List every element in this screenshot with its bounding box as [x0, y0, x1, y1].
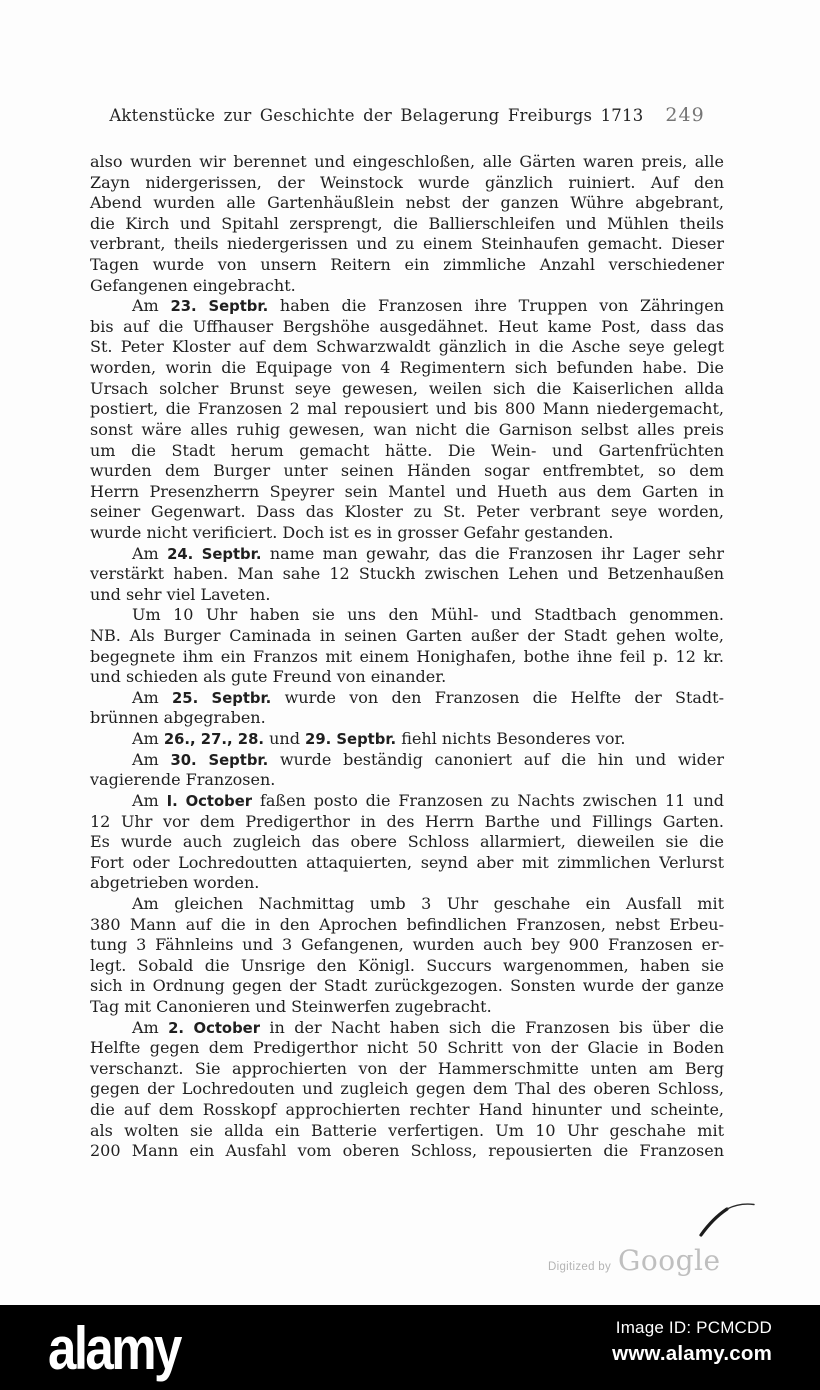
text-line — [90, 276, 724, 297]
text-line — [90, 317, 724, 338]
text-line — [90, 358, 724, 379]
google-logo: Google — [618, 1244, 721, 1277]
alamy-url: www.alamy.com — [612, 1342, 772, 1365]
text-run: Am — [132, 790, 167, 810]
text-run: Am — [132, 749, 171, 769]
text-line — [90, 482, 724, 503]
text-line — [90, 873, 724, 894]
text-run: Am — [132, 543, 168, 563]
text-run: Am — [132, 1017, 169, 1037]
text-line — [90, 214, 724, 235]
text-run: abgetrieben worden. — [90, 873, 260, 893]
date-emphasis: 26., 27., 28. — [163, 731, 264, 749]
text-run: als wolten sie allda ein Batterie verfertigen. Um 10 Uhr geschahe mit — [90, 1120, 724, 1140]
text-block — [90, 152, 724, 1162]
date-emphasis: 30. Septbr. — [170, 751, 269, 769]
text-line — [90, 976, 724, 997]
text-run: tung 3 Fähnleins und 3 Gefangenen, wurden auch bey 900 Franzosen er- — [90, 935, 724, 955]
page-number: 249 — [665, 104, 705, 126]
text-line — [90, 770, 724, 791]
date-emphasis: I. October — [166, 792, 253, 810]
text-run: vagierende Franzosen. — [90, 770, 276, 790]
text-run: verstärkt haben. Man sahe 12 Stuckh zwischen Lehen und Betzenhaußen — [90, 564, 724, 584]
text-run: Am gleichen Nachmittag umb 3 Uhr geschahe ein Ausfall mit — [132, 893, 724, 913]
text-line — [90, 1059, 724, 1080]
text-run: und — [264, 729, 306, 749]
text-run: Abend wurden alle Gartenhäußlein nebst der ganzen Wühre abgebrant, — [90, 193, 724, 213]
text-line — [90, 729, 724, 750]
image-id-label: Image ID: PCMCDD — [615, 1318, 772, 1337]
text-line — [90, 234, 724, 255]
text-run: sonst wäre alles ruhig gewesen, wan nicht die Garnison selbst alles preis — [90, 419, 724, 439]
text-line — [90, 544, 724, 565]
text-run: seiner Gegenwart. Dass das Kloster zu St. Peter verbrant seye worden, — [90, 502, 724, 522]
text-run: Am — [132, 296, 171, 316]
text-line — [90, 894, 724, 915]
text-run: wurde beständig canoniert auf die hin und wider — [268, 749, 725, 769]
page-header — [90, 104, 724, 126]
text-line — [90, 1100, 724, 1121]
text-run: Gefangenen eingebracht. — [90, 275, 296, 295]
alamy-info — [612, 1318, 772, 1366]
text-run: 380 Mann auf die in den Aprochen befindlichen Franzosen, nebst Erbeu- — [90, 914, 724, 934]
text-line — [90, 152, 724, 173]
text-line — [90, 1018, 724, 1039]
text-line — [90, 1038, 724, 1059]
text-line — [90, 667, 724, 688]
text-run: verbrant, theils niedergerissen und zu einem Steinhaufen gemacht. Dieser — [90, 234, 724, 254]
digitized-by-label: Digitized by — [548, 1261, 612, 1273]
text-line — [90, 647, 724, 668]
text-line — [90, 337, 724, 358]
text-run: Tag mit Canonieren und Steinwerfen zugebracht. — [90, 996, 492, 1016]
running-title: Aktenstücke zur Geschichte der Belagerung Freiburgs 1713 — [109, 106, 644, 125]
text-run: bis auf die Uffhauser Bergshöhe ausgedähnet. Heut kame Post, dass das — [90, 316, 724, 336]
text-run: faßen posto die Franzosen zu Nachts zwischen 11 und — [252, 790, 725, 810]
text-line — [90, 420, 724, 441]
text-line — [90, 750, 724, 771]
text-line — [90, 1121, 724, 1142]
text-run: um die Stadt herum gemacht hätte. Die Wein- und Gartenfrüchten — [90, 440, 724, 460]
text-line — [90, 812, 724, 833]
text-run: postiert, die Franzosen 2 mal repousiert und bis 800 Mann niedergemacht, — [90, 399, 724, 419]
text-run: die auf dem Rosskopf approchierten rechter Hand hinunter und scheinte, — [90, 1100, 724, 1120]
google-watermark — [548, 1244, 721, 1277]
text-run: begegnete ihm ein Franzos mit einem Honighafen, bothe ihne feil p. 12 kr. — [90, 646, 724, 666]
text-run: worden, worin die Equipage von 4 Regimentern sich befunden habe. Die — [90, 358, 724, 378]
text-run: in der Nacht haben sich die Franzosen bis über die — [260, 1017, 725, 1037]
text-run: legt. Sobald die Unsrige den Königl. Succurs wargenommen, haben sie — [90, 955, 724, 975]
text-line — [90, 255, 724, 276]
date-emphasis: 25. Septbr. — [172, 689, 272, 707]
text-run: und sehr viel Laveten. — [90, 584, 271, 604]
text-line — [90, 997, 724, 1018]
text-run: Am — [132, 687, 172, 707]
text-line — [90, 379, 724, 400]
text-line — [90, 523, 724, 544]
text-line — [90, 915, 724, 936]
pen-mark — [694, 1194, 756, 1240]
text-line — [90, 688, 724, 709]
text-line — [90, 708, 724, 729]
text-line — [90, 1079, 724, 1100]
text-run: wurde von den Franzosen die Helfte der Stadt- — [271, 687, 725, 707]
text-line — [90, 791, 724, 812]
text-line — [90, 564, 724, 585]
text-run: 200 Mann ein Ausfahl vom oberen Schloss, repousierten die Franzosen — [90, 1141, 724, 1161]
date-emphasis: 2. October — [168, 1019, 261, 1037]
alamy-logo: alamy — [48, 1315, 180, 1382]
text-run: name man gewahr, das die Franzosen ihr Lager sehr — [261, 543, 725, 563]
text-line — [90, 1141, 724, 1162]
text-run: Helfte gegen dem Predigerthor nicht 50 Schritt von der Glacie in Boden — [90, 1038, 724, 1058]
text-line — [90, 502, 724, 523]
text-run: wurde nicht verificiert. Doch ist es in grosser Gefahr gestanden. — [90, 522, 614, 542]
alamy-bar — [0, 1305, 820, 1390]
text-line — [90, 441, 724, 462]
text-run: St. Peter Kloster auf dem Schwarzwaldt gänzlich in die Asche seye gelegt — [90, 337, 724, 357]
text-run: haben die Franzosen ihre Truppen von Zähringen — [268, 296, 725, 316]
text-run: gegen der Lochredouten und zugleich gegen dem Thal des oberen Schloss, — [90, 1079, 724, 1099]
text-line — [90, 956, 724, 977]
text-run: brünnen abgegraben. — [90, 708, 266, 728]
date-emphasis: 29. Septbr. — [305, 731, 397, 749]
text-run: Tagen wurde von unsern Reitern ein zimmliche Anzahl verschiedener — [90, 255, 724, 275]
text-run: verschanzt. Sie approchierten von der Hammerschmitte unten am Berg — [90, 1058, 724, 1078]
date-emphasis: 24. Septbr. — [167, 545, 262, 563]
text-line — [90, 585, 724, 606]
text-run: die Kirch und Spitahl zersprengt, die Ballierschleifen und Mühlen theils — [90, 213, 724, 233]
text-run: Um 10 Uhr haben sie uns den Mühl- und Stadtbach genommen. — [132, 605, 724, 625]
text-run: Zayn nidergerissen, der Weinstock wurde gänzlich ruiniert. Auf den — [90, 172, 724, 192]
date-emphasis: 23. Septbr. — [170, 298, 269, 316]
text-line — [90, 399, 724, 420]
text-line — [90, 853, 724, 874]
text-run: 12 Uhr vor dem Predigerthor in des Herrn Barthe und Fillings Garten. — [90, 811, 724, 831]
text-run: Es wurde auch zugleich das obere Schloss allarmiert, dieweilen sie die — [90, 832, 724, 852]
text-run: Herrn Presenzherrn Speyrer sein Mantel und Hueth aus dem Garten in — [90, 481, 724, 501]
text-line — [90, 605, 724, 626]
text-line — [90, 461, 724, 482]
text-run: fiehl nichts Besonderes vor. — [396, 729, 626, 749]
text-line — [90, 935, 724, 956]
text-run: wurden dem Burger unter seinen Händen sogar entfrembtet, so dem — [90, 461, 724, 481]
text-line — [90, 626, 724, 647]
text-run: NB. Als Burger Caminada in seinen Garten außer der Stadt gehen wolte, — [90, 626, 724, 646]
text-run: und schieden als gute Freund von einander. — [90, 667, 447, 687]
text-run: Am — [132, 729, 164, 749]
text-run: also wurden wir berennet und eingeschloßen, alle Gärten waren preis, alle — [90, 152, 724, 171]
text-line — [90, 832, 724, 853]
text-run: Fort oder Lochredoutten attaquierten, seynd aber mit zimmlichen Verlurst — [90, 852, 724, 872]
text-run: Ursach solcher Brunst seye gewesen, weilen sich die Kaiserlichen allda — [90, 378, 724, 398]
text-run: sich in Ordnung gegen der Stadt zurückgezogen. Sonsten wurde der ganze — [90, 976, 724, 996]
text-line — [90, 296, 724, 317]
text-line — [90, 173, 724, 194]
text-line — [90, 193, 724, 214]
